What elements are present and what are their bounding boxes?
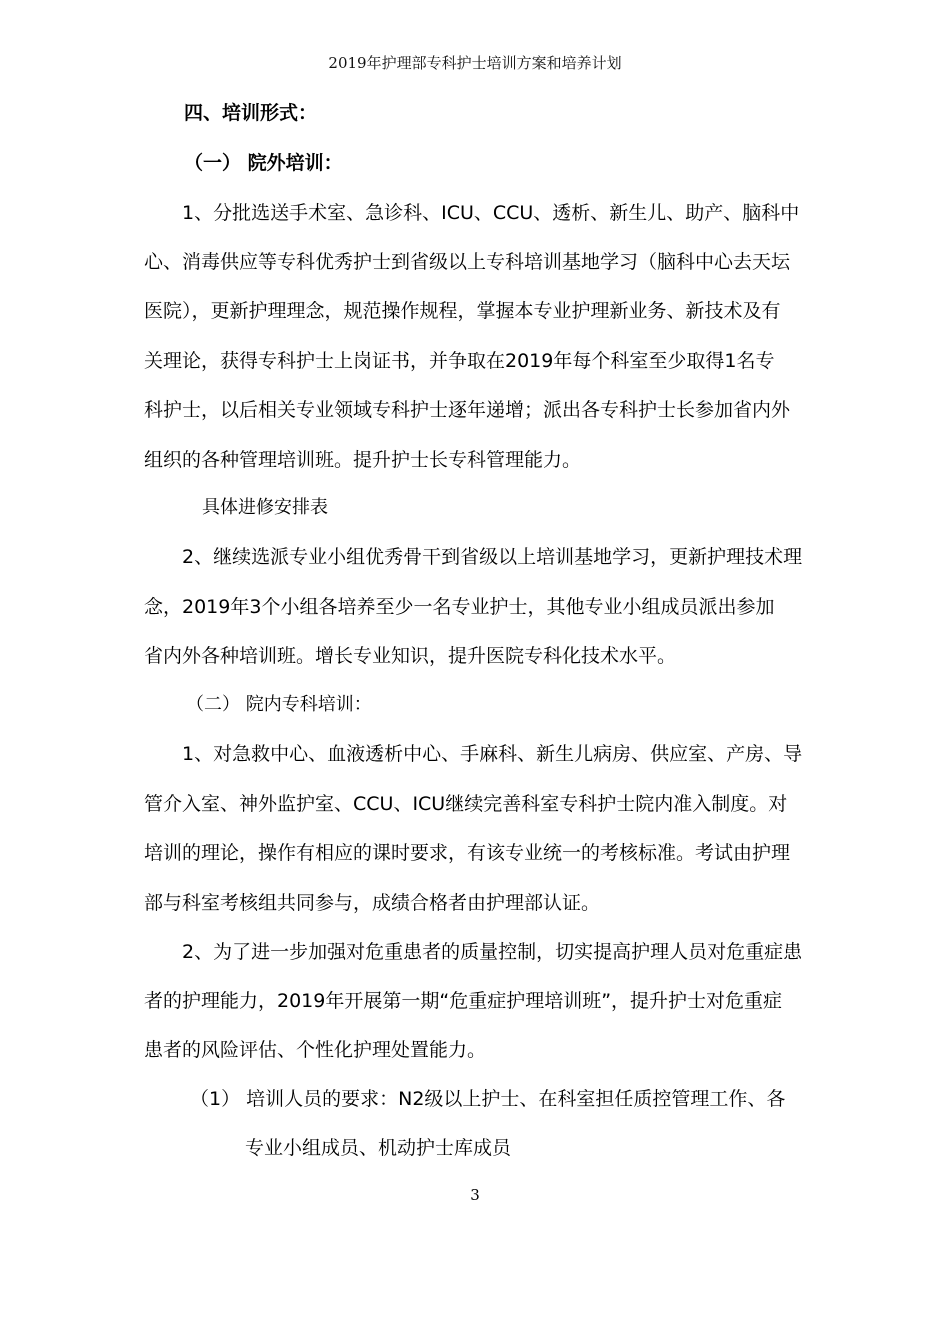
paragraph-line: 2、为了进一步加强对危重患者的质量控制，切实提高护理人员对危重症患 [182,941,803,963]
page-header: 2019年护理部专科护士培训方案和培养计划 [328,54,622,72]
paragraph-line: 省内外各种培训班。增长专业知识，提升医院专科化技术水平。 [144,645,677,667]
paragraph-line: 心、消毒供应等专科优秀护士到省级以上专科培训基地学习（脑科中心去天坛 [144,251,791,273]
subsection-heading-internal: （二） 院内专科培训： [186,694,372,715]
paragraph-line: 1、分批选送手术室、急诊科、ICU、CCU、透析、新生儿、助产、脑科中 [182,202,800,224]
paragraph-line: 患者的风险评估、个性化护理处置能力。 [144,1039,487,1061]
list-item-continuation: 专业小组成员、机动护士库成员 [245,1137,512,1159]
paragraph-line: 培训的理论，操作有相应的课时要求，有该专业统一的考核标准。考试由护理 [144,842,791,864]
paragraph-line: 1、对急救中心、血液透析中心、手麻科、新生儿病房、供应室、产房、导 [182,743,803,765]
page-number: 3 [470,1186,480,1204]
subsection-heading-external: （一） 院外培训： [184,152,343,174]
paragraph-line: 科护士，以后相关专业领域专科护士逐年递增；派出各专科护士长参加省内外 [144,399,791,421]
paragraph-line: 医院），更新护理理念，规范操作规程，掌握本专业护理新业务、新技术及有 [144,300,781,322]
paragraph-line: 组织的各种管理培训班。提升护士长专科管理能力。 [144,449,582,471]
table-caption: 具体进修安排表 [202,497,328,518]
paragraph-line: 关理论，获得专科护士上岗证书，并争取在2019年每个科室至少取得1名专 [144,350,775,372]
paragraph-line: 者的护理能力，2019年开展第一期“危重症护理培训班”，提升护士对危重症 [144,990,783,1012]
paragraph-line: 部与科室考核组共同参与，成绩合格者由护理部认证。 [144,892,601,914]
section-heading: 四、培训形式： [184,102,318,124]
paragraph-line: 2、继续选派专业小组优秀骨干到省级以上培训基地学习，更新护理技术理 [182,546,803,568]
paragraph-line: 管介入室、神外监护室、CCU、ICU继续完善科室专科护士院内准入制度。对 [144,793,788,815]
paragraph-line: 念，2019年3个小组各培养至少一名专业护士，其他专业小组成员派出参加 [144,596,775,618]
list-item: （1） 培训人员的要求：N2级以上护士、在科室担任质控管理工作、各 [190,1088,786,1110]
